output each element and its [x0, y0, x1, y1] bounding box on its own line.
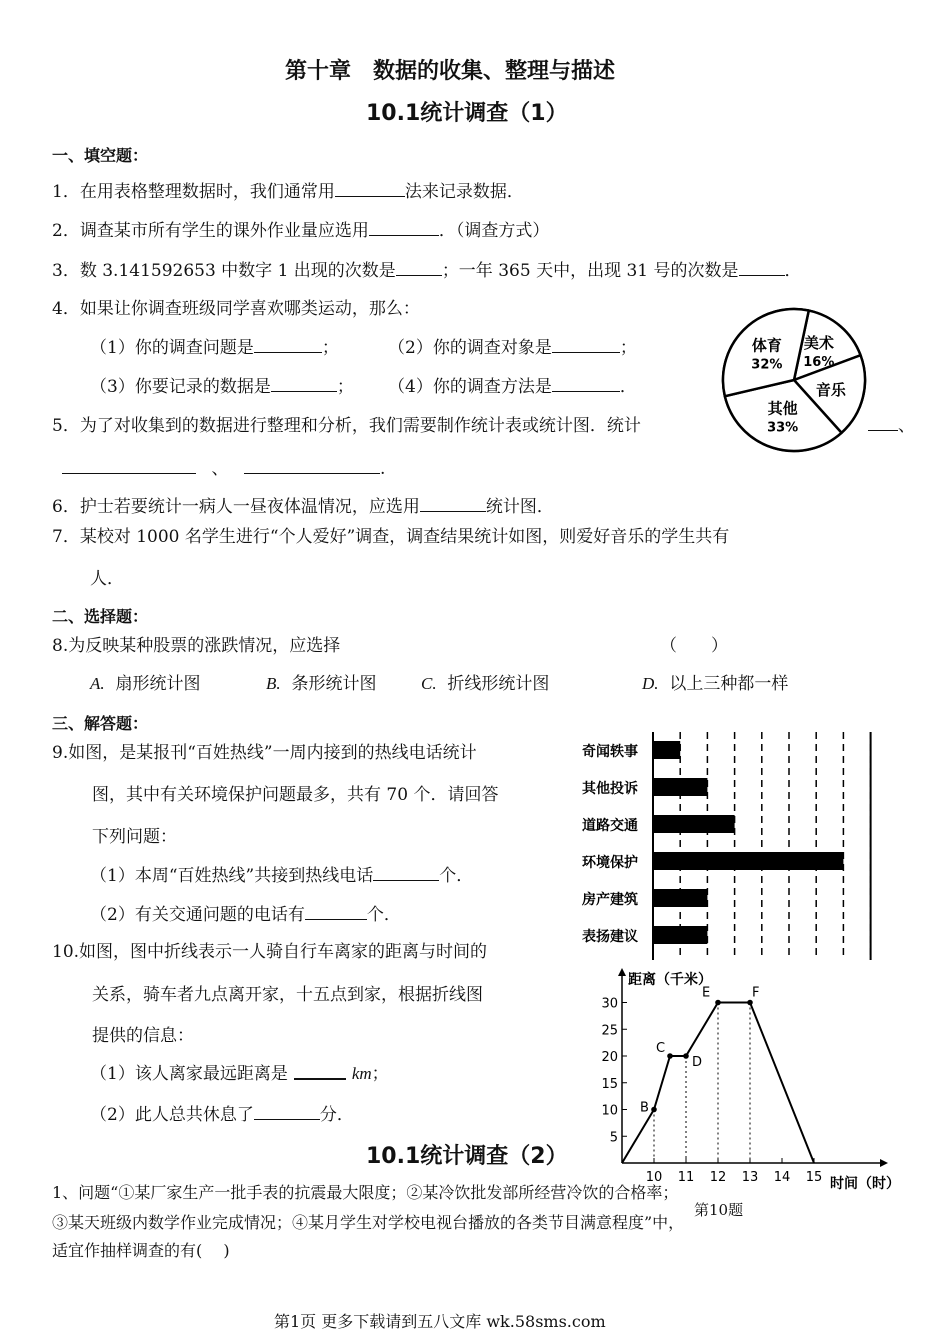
answer-blank[interactable] — [244, 458, 380, 474]
option-text: 条形统计图 — [291, 674, 377, 694]
fill-blank-heading: 一、填空题： — [52, 146, 149, 165]
question-1 — [52, 177, 524, 202]
part2-question-1-line2: ③某天班级内数学作业完成情况；④某月学生对学校电视台播放的各类节目满意程度”中， — [52, 1213, 685, 1232]
bar — [653, 778, 707, 796]
figure-caption: 第10题 — [694, 1201, 744, 1219]
answer-blank[interactable] — [271, 376, 337, 392]
point-label: B — [640, 1100, 649, 1116]
q4-s2-label: （2）你的调查对象是 — [388, 338, 552, 358]
q5-sep: 、 — [211, 459, 229, 479]
answer-blank[interactable] — [254, 337, 322, 353]
y-tick-label: 15 — [601, 1076, 618, 1092]
q2-post: ．（调查方式） — [438, 221, 550, 241]
question-9-line2: 图，其中有关环境保护问题最多，共有 70 个．请回答 — [92, 785, 499, 805]
question-4-s2 — [388, 333, 637, 358]
q1-post: 法来记录数据． — [404, 182, 524, 202]
pie-label: 体育 — [751, 336, 782, 355]
answer-blank[interactable] — [369, 220, 439, 236]
y-tick-label: 30 — [601, 996, 618, 1012]
part2-question-1-line1: 1、问题“①某厂家生产一批手表的抗震最大限度；②某冷饮批发部所经营冷饮的合格率； — [52, 1183, 679, 1202]
x-tick-label: 12 — [709, 1170, 727, 1185]
bar — [653, 926, 707, 944]
option-c[interactable] — [421, 669, 549, 694]
answer-blank[interactable] — [552, 376, 620, 392]
data-point — [651, 1107, 657, 1113]
question-9-line1: 9.如图，是某报刊“百姓热线”一周内接到的热线电话统计 — [52, 743, 477, 763]
q6-pre: 6．护士若要统计一病人一昼夜体温情况，应选用 — [52, 497, 420, 517]
q4-s1-label: （1）你的调查问题是 — [90, 338, 254, 358]
bar-category-label: 房产建筑 — [582, 892, 638, 908]
bar-category-label: 道路交通 — [582, 818, 638, 834]
question-10-line2: 关系，骑车者九点离开家，十五点到家，根据折线图 — [92, 985, 483, 1005]
q9-s1-pre: （1）本周“百姓热线”共接到热线电话 — [90, 866, 374, 886]
q10-s1-post: ； — [371, 1064, 389, 1084]
x-tick-label: 15 — [805, 1170, 823, 1185]
answer-blank[interactable] — [305, 904, 367, 920]
option-letter: C. — [421, 674, 437, 693]
part2-question-1-line3: 适宜作抽样调查的有( ) — [52, 1241, 230, 1260]
answer-blank[interactable] — [739, 260, 785, 276]
data-point — [747, 1000, 753, 1006]
hobby-pie-chart — [718, 305, 870, 455]
y-axis-title: 距离（千米） — [628, 972, 712, 988]
question-10-s2 — [90, 1100, 354, 1125]
question-3 — [52, 256, 802, 281]
q1-pre: 1．在用表格整理数据时，我们通常用 — [52, 182, 335, 202]
x-axis-title: 时间（时） — [830, 1176, 900, 1192]
q3-post: ． — [784, 261, 802, 281]
question-4-s4 — [388, 372, 637, 397]
question-9-s1 — [90, 861, 473, 886]
q3-mid: ；一年 365 天中，出现 31 号的次数是 — [441, 261, 739, 281]
q9-s1-post: 个． — [439, 866, 474, 886]
bar — [653, 741, 680, 759]
section-title-1: 10.1统计调查（1） — [366, 101, 568, 126]
x-tick-label: 10 — [645, 1170, 663, 1185]
point-label: D — [692, 1055, 703, 1070]
solve-heading: 三、解答题： — [52, 714, 149, 733]
point-label: E — [702, 985, 711, 1001]
option-letter: B. — [266, 674, 281, 693]
x-axis-arrow — [880, 1159, 888, 1167]
option-letter: D. — [642, 674, 659, 693]
data-point — [683, 1053, 689, 1059]
q5-end: . — [380, 459, 386, 479]
question-9-line3: 下列问题： — [92, 827, 177, 847]
question-5: 5．为了对收集到的数据进行整理和分析，我们需要制作统计表或统计图．统计 — [52, 416, 641, 436]
x-tick-label: 14 — [773, 1170, 791, 1185]
option-text: 以上三种都一样 — [669, 674, 789, 694]
q9-s2-post: 个． — [366, 905, 401, 925]
question-10-line1: 10.如图，图中折线表示一人骑自行车离家的距离与时间的 — [52, 942, 488, 962]
answer-blank[interactable] — [868, 415, 898, 431]
option-a[interactable] — [90, 669, 200, 694]
question-6 — [52, 492, 554, 517]
option-text: 折线形统计图 — [447, 674, 550, 694]
answer-blank[interactable] — [294, 1070, 346, 1080]
question-4-intro: 4．如果让你调查班级同学喜欢哪类运动，那么： — [52, 299, 420, 319]
bar — [653, 852, 843, 870]
option-letter: A. — [90, 674, 105, 693]
question-4-s3 — [90, 372, 354, 397]
y-tick-label: 5 — [609, 1130, 618, 1146]
choice-heading: 二、选择题： — [52, 607, 149, 626]
q10-s2-pre: （2）此人总共休息了 — [90, 1105, 254, 1125]
q4-semi: ； — [321, 338, 339, 358]
section-title-2: 10.1统计调查（2） — [366, 1144, 568, 1169]
x-tick-label: 11 — [677, 1170, 695, 1185]
x-tick-label: 13 — [741, 1170, 759, 1185]
y-tick-label: 10 — [601, 1103, 618, 1119]
q9-s2-pre: （2）有关交通问题的电话有 — [90, 905, 305, 925]
bar-category-label: 环境保护 — [582, 855, 638, 871]
question-8: 8.为反映某种股票的涨跌情况，应选择 — [52, 636, 341, 656]
option-text: 扇形统计图 — [115, 674, 201, 694]
bar — [653, 815, 735, 833]
q4-semi: ； — [619, 338, 637, 358]
data-point — [715, 1000, 721, 1006]
option-b[interactable] — [266, 669, 376, 694]
hotline-bar-chart — [578, 728, 900, 964]
q2-pre: 2．调查某市所有学生的课外作业量应选用 — [52, 221, 369, 241]
question-9-s2 — [90, 900, 401, 925]
question-10-s1 — [90, 1059, 389, 1084]
y-tick-label: 25 — [601, 1023, 618, 1039]
question-10-line3: 提供的信息： — [92, 1026, 194, 1046]
question-7: 7．某校对 1000 名学生进行“个人爱好”调查，调查结果统计如图，则爱好音乐的学生共有 — [52, 527, 730, 547]
bar — [653, 889, 707, 907]
answer-blank[interactable] — [62, 458, 196, 474]
q10-s2-post: 分． — [319, 1105, 354, 1125]
pie-percent: 16% — [803, 355, 835, 371]
pie-percent: 32% — [751, 357, 783, 373]
q4-s4-label: （4）你的调查方法是 — [388, 377, 552, 397]
data-point — [667, 1053, 673, 1059]
y-axis-arrow — [618, 968, 626, 976]
question-7-line2: 人． — [90, 569, 124, 589]
question-2 — [52, 216, 549, 241]
answer-blank[interactable] — [335, 181, 405, 197]
chapter-title: 第十章 数据的收集、整理与描述 — [285, 59, 616, 84]
pie-percent: 33% — [767, 420, 799, 436]
page-footer: 第1页 更多下载请到五八文库 wk.58sms.com — [274, 1312, 606, 1331]
answer-blank[interactable] — [552, 337, 620, 353]
q4-period: ． — [619, 377, 637, 397]
point-label: C — [656, 1041, 666, 1056]
pie-label: 其他 — [767, 399, 798, 418]
point-label: F — [752, 985, 760, 1001]
answer-blank[interactable] — [373, 865, 439, 881]
question-5-line2 — [62, 454, 385, 479]
q5-tail: 、 — [898, 416, 915, 436]
unit-km: km — [351, 1064, 372, 1083]
answer-blank[interactable] — [396, 260, 442, 276]
answer-blank[interactable] — [254, 1104, 320, 1120]
bar-category-label: 表扬建议 — [582, 929, 638, 945]
bar-category-label: 奇闻轶事 — [582, 744, 638, 760]
option-d[interactable] — [642, 669, 788, 694]
question-4-s1 — [90, 333, 339, 358]
question-5-tail — [868, 411, 915, 436]
pie-label: 音乐 — [815, 381, 846, 400]
q3-pre: 3．数 3.141592653 中数字 1 出现的次数是 — [52, 261, 396, 281]
pie-label: 美术 — [803, 334, 834, 353]
q10-s1-pre: （1）该人离家最远距离是 — [90, 1064, 288, 1084]
answer-blank[interactable] — [420, 496, 486, 512]
q4-s3-label: （3）你要记录的数据是 — [90, 377, 271, 397]
answer-paren[interactable]: （ ） — [660, 636, 728, 656]
q6-post: 统计图． — [485, 497, 554, 517]
q4-semi: ； — [336, 377, 354, 397]
y-tick-label: 20 — [601, 1050, 618, 1065]
bar-category-label: 其他投诉 — [582, 781, 638, 797]
distance-line-chart — [580, 962, 910, 1198]
